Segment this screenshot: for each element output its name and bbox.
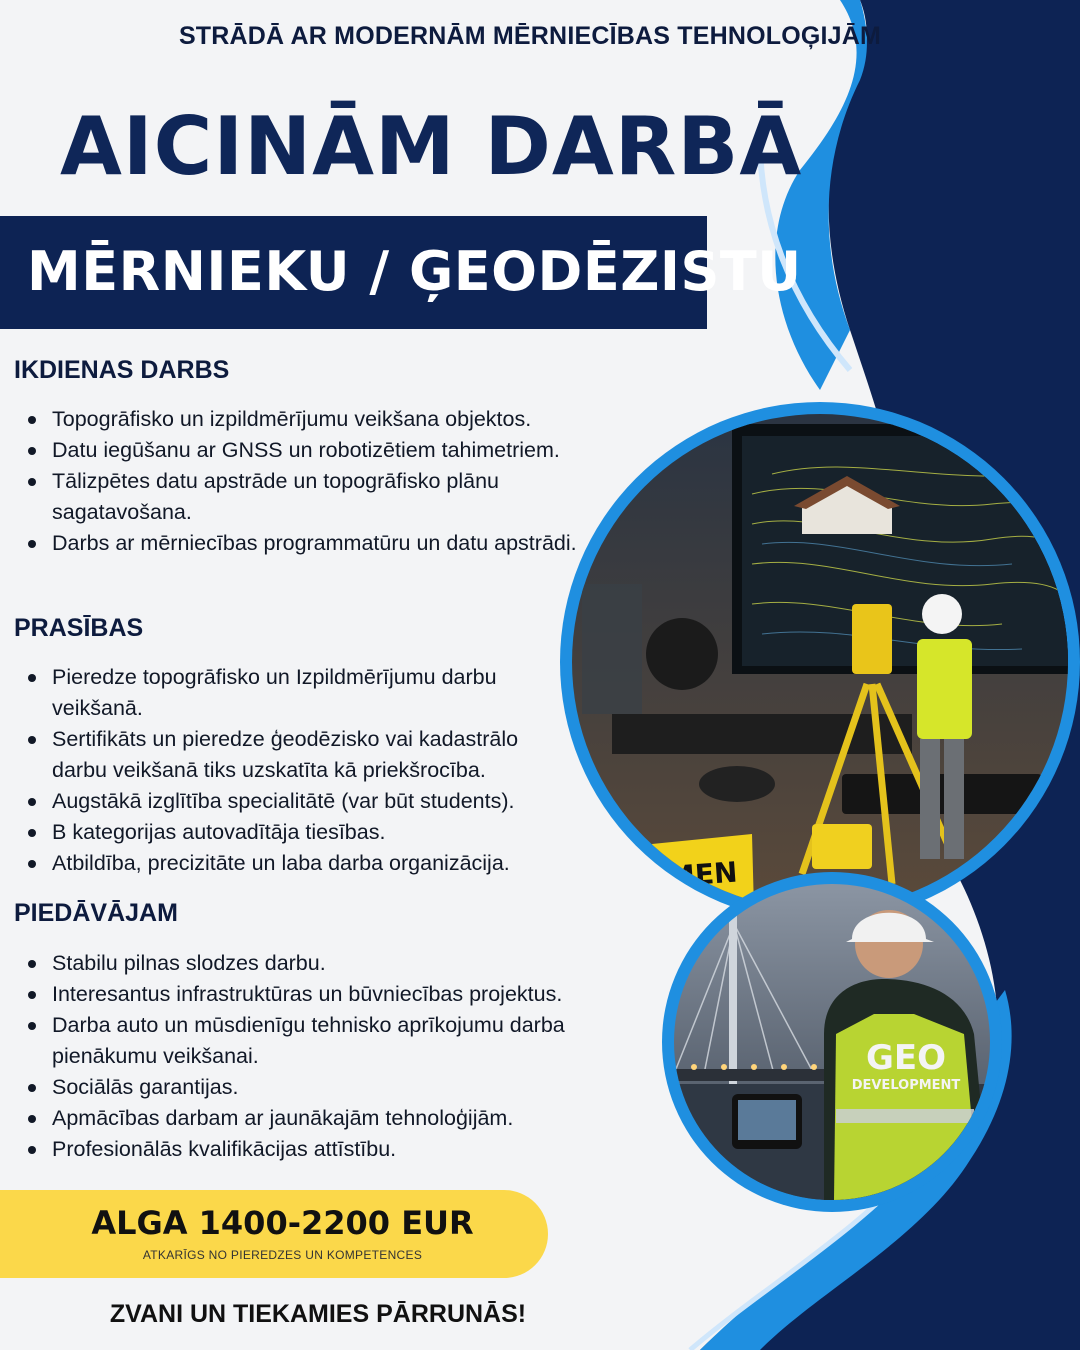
list-item: Pieredze topogrāfisko un Izpildmērījumu darbu veikšanā. bbox=[22, 662, 552, 724]
list-item: Topogrāfisko un izpildmērījumu veikšana objektos. bbox=[22, 404, 592, 435]
offer-list bbox=[22, 948, 642, 1165]
mouse bbox=[699, 766, 775, 802]
photo-circle-surveyor-frame bbox=[560, 402, 1080, 922]
list-item: Tālizpētes datu apstrāde un topogrāfisko plānu sagatavošana. bbox=[22, 466, 592, 528]
hard-hat bbox=[922, 594, 962, 634]
safety-vest bbox=[917, 639, 972, 739]
photo-worker bbox=[674, 884, 990, 1200]
list-item: Stabilu pilnas slodzes darbu. bbox=[22, 948, 642, 979]
speaker bbox=[646, 618, 718, 690]
list-item: Augstākā izglītība specialitātē (var būt students). bbox=[22, 786, 552, 817]
photo-circle-worker-frame bbox=[662, 872, 1002, 1212]
list-item: Darba auto un mūsdienīgu tehnisko aprīkojumu darba pienākumu veikšanai. bbox=[22, 1010, 642, 1072]
list-item: Datu iegūšanu ar GNSS un robotizētiem tahimetriem. bbox=[22, 435, 592, 466]
daily-list bbox=[22, 404, 592, 559]
salary-pill bbox=[0, 1190, 548, 1278]
list-item: Interesantus infrastruktūras un būvniecības projektus. bbox=[22, 979, 642, 1010]
controller-screen bbox=[738, 1100, 796, 1140]
pen-holder bbox=[582, 584, 642, 714]
total-station bbox=[852, 604, 892, 674]
photo-surveyor bbox=[572, 414, 1068, 910]
list-item: Profesionālās kvalifikācijas attīstību. bbox=[22, 1134, 642, 1165]
instrument-case bbox=[812, 824, 872, 869]
salary-amount: ALGA 1400-2200 EUR bbox=[91, 1204, 474, 1242]
headline: AICINĀM DARBĀ bbox=[60, 100, 803, 193]
keyboard-area bbox=[612, 714, 912, 754]
list-item: B kategorijas autovadītāja tiesības. bbox=[22, 817, 552, 848]
list-item: Sociālās garantijas. bbox=[22, 1072, 642, 1103]
worker-illustration bbox=[674, 884, 990, 1200]
leg-left bbox=[920, 739, 940, 859]
list-item: Darbs ar mērniecības programmatūru un datu apstrādi. bbox=[22, 528, 592, 559]
vest-logo-top: GEO bbox=[865, 1038, 947, 1078]
requirements-list bbox=[22, 662, 552, 879]
section-title-daily: IKDIENAS DARBS bbox=[14, 356, 230, 384]
position-banner bbox=[0, 216, 802, 329]
tagline: STRĀDĀ AR MODERNĀM MĒRNIECĪBAS TEHNOLOĢIJĀM bbox=[178, 22, 882, 50]
section-title-requirements: PRASĪBAS bbox=[14, 614, 144, 642]
bridge-pylon bbox=[729, 914, 737, 1084]
call-to-action: ZVANI UN TIEKAMIES PĀRRUNĀS! bbox=[109, 1300, 527, 1328]
keyboard bbox=[842, 774, 1042, 814]
salary-note: ATKARĪGS NO PIEREDZES UN KOMPETENCES bbox=[142, 1248, 423, 1262]
list-item: Apmācības darbam ar jaunākajām tehnoloģijām. bbox=[22, 1103, 642, 1134]
position-title: MĒRNIEKU / ĢEODĒZISTU bbox=[27, 240, 802, 303]
vest-logo-bottom: DEVELOPMENT bbox=[851, 1078, 961, 1093]
leg-right bbox=[944, 739, 964, 859]
sign-text: MEN bbox=[665, 855, 739, 894]
surveyor-illustration bbox=[572, 414, 1068, 910]
list-item: Sertifikāts un pieredze ģeodēzisko vai kadastrālo darbu veikšanā tiks uzskatīta kā priekšrocība. bbox=[22, 724, 552, 786]
reflective-stripe bbox=[836, 1109, 974, 1123]
list-item: Atbildība, precizitāte un laba darba organizācija. bbox=[22, 848, 552, 879]
section-title-offer: PIEDĀVĀJAM bbox=[14, 899, 178, 927]
